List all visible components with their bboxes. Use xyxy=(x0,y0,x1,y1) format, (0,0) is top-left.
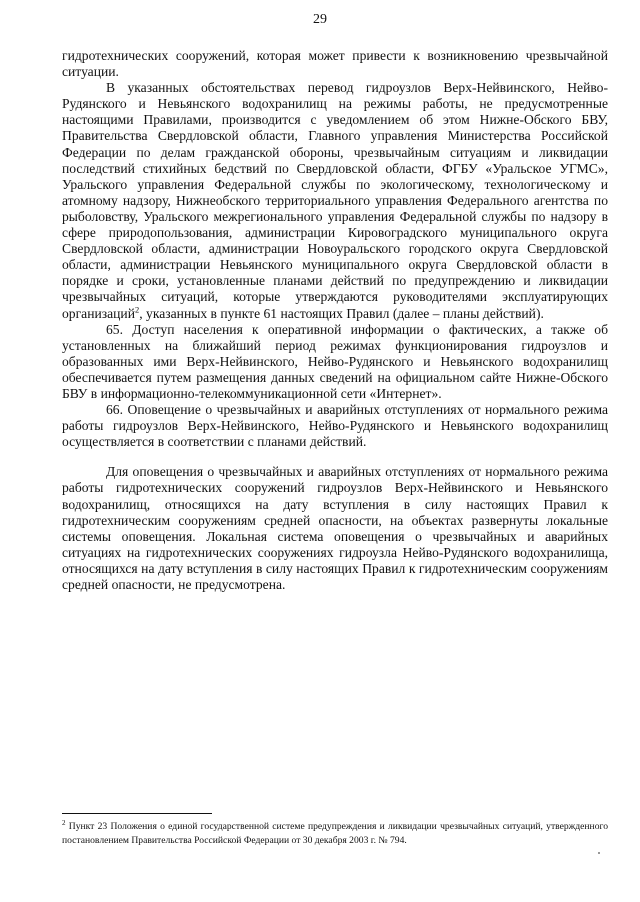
paragraph-text: В указанных обстоятельствах перевод гидроузлов Верх-Нейвинского, Нейво-Рудянского и Невьянского водохранилищ на режимы работы, не предусмотренные настоящими Правилами, производится с уведомлением об этом Нижне-Обского БВУ, Правительства Свердловской области, Главного управления Министерства Российской Федерации по делам гражданской обороны, чрезвычайным ситуациям и ликвидации последствий стихийных бедствий по Свердловской области, ФГБУ «Уральское УГМС», Уральского управления Федеральной службы по экологическому, технологическому и атомному надзору, Нижнеобского территориального управления Федерального агентства по рыболовству, Уральского межрегионального управления Федеральной службы по надзору в сфере природопользования, администрации Кировоградского муниципального округа Свердловской области, администрации Новоуральского городского округа Свердловской области, администрации Невьянского муниципального округа Свердловской области в порядке и сроки, установленные планами действий по предупреждению и ликвидации чрезвычайных ситуаций, которые утверждаются руководителями эксплуатирующих организаций xyxy=(62,80,608,321)
paragraph-text: 66. Оповещение о чрезвычайных и аварийных отступлениях от нормального режима работы гидроузлов Верх-Нейвинского, Нейво-Рудянского и Невьянского водохранилищ осуществляется в соответствии с планами действий. xyxy=(62,402,608,450)
paragraph-text: Для оповещения о чрезвычайных и аварийных отступлениях от нормального режима работы гидротехнических сооружений гидроузлов Верх-Нейвинского и Невьянского водохранилищ, относящихся на дату вступления в силу настоящих Правил к гидротехническим сооружениям средней опасности, на объектах развернуты локальные системы оповещения. Локальная система оповещения о чрезвычайных и аварийных ситуациях на гидротехнических сооружениях гидроузла Нейво-Рудянского водохранилища, относящихся на дату вступления в силу настоящих Правил к гидротехническим сооружениям средней опасности, не предусмотрена. xyxy=(62,464,608,592)
footnote-text-block xyxy=(62,820,608,848)
paragraph-transfer-notice xyxy=(62,80,608,321)
footnote-mark: 2 xyxy=(62,818,66,827)
document-body xyxy=(62,48,608,593)
footnote-text: Пункт 23 Положения о единой государственной системе предупреждения и ликвидации чрезвычайных ситуаций, утвержденного постановлением Правительства Российской Федерации от 30 декабря 2003 г. № 794. xyxy=(62,821,608,846)
paragraph-65 xyxy=(62,322,608,402)
footnote-reference[interactable]: 2 xyxy=(134,303,140,314)
footnote-separator xyxy=(62,813,212,814)
paragraph-text-tail: , указанных в пункте 61 настоящих Правил (далее – планы действий). xyxy=(139,305,544,321)
paragraph-text: 65. Доступ населения к оперативной информации о фактических, а также об установленных на ближайший период режимах функционирования гидроузлов и образованных ими Верх-Нейвинского, Нейво-Рудянского и Невьянского водохранилищ обеспечивается путем размещения данных сведений на официальном сайте Нижне-Обского БВУ в информационно-телекоммуникационной сети «Интернет». xyxy=(62,321,608,401)
paragraph-66 xyxy=(62,402,608,450)
paragraph-text: гидротехнических сооружений, которая может привести к возникновению чрезвычайной ситуации. xyxy=(62,48,608,80)
paragraph-continuation xyxy=(62,48,608,80)
scan-artifact-dot xyxy=(598,852,600,854)
page-number: 29 xyxy=(313,12,327,27)
paragraph-warning-systems xyxy=(62,464,608,593)
footnote xyxy=(62,820,608,848)
